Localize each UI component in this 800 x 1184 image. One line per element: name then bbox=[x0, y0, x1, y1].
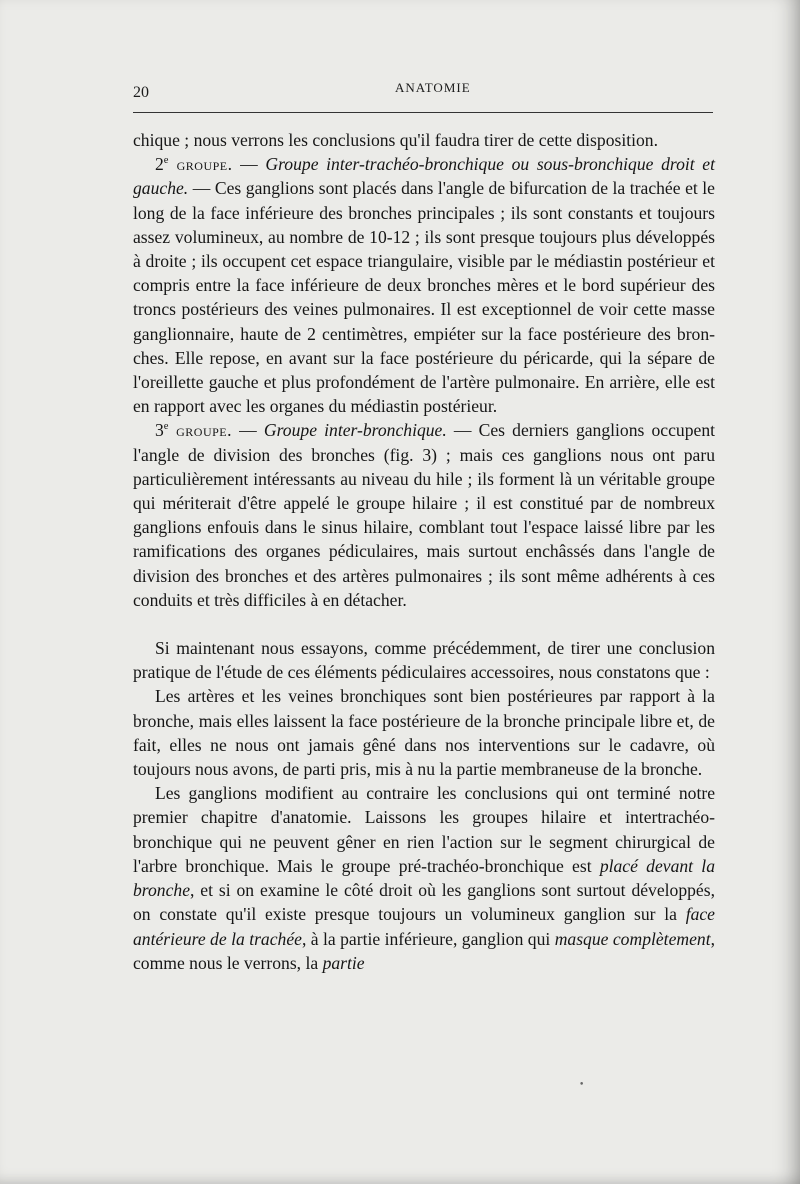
text-segment: — bbox=[232, 154, 266, 175]
superscript: e bbox=[163, 155, 169, 167]
text-segment: , et si on examine le côté droit où les ganglions sont surtout développés, on constate qu'il existe presque toujours un volumineux ganglion sur la bbox=[133, 880, 715, 925]
text-segment: Les ganglions modifient au contraire les conclusions qui ont terminé notre premier chapitre d'anatomie. Laissons les groupes hilaire et intertrachéo-bronchique qui ne peuvent gêner en rien l'action sur le segment chirurgical de l'arbre bronchique. Mais le groupe pré-trachéo-bronchique est bbox=[133, 783, 715, 876]
italic-text: face antérieure de la trachée bbox=[133, 904, 715, 949]
text-segment: chique ; nous verrons les conclusions qu'il faudra tirer de cette disposition. bbox=[133, 130, 658, 150]
paragraph bbox=[133, 636, 715, 684]
text-segment: 2 bbox=[155, 154, 164, 175]
page-header bbox=[133, 78, 713, 100]
text-segment: — bbox=[232, 420, 264, 441]
small-caps-label: groupe. bbox=[168, 420, 233, 441]
italic-text: Groupe inter-bronchique. bbox=[263, 420, 447, 441]
text-segment: — Ces ganglions sont placés dans l'angle de bifurcation de la trachée et le long de la face inférieure des bronches principales ; ils sont constants et toujours assez volumineux, au nombre de 10-12 ; ils sont presque toujours plus développés à droite ; ils occupent cet espace triangulaire, visible par le médiastin postérieur et compris entre la face inférieure de deux bronches mères et le bord supérieur des troncs postérieurs des veines pulmonaires. Il est exceptionnel de voir cette masse ganglionnaire, haute de 2 centimètres, empiéter sur la face postérieure des bronches. Elle repose, en avant sur la face postérieure du péricarde, qui la sépare de l'oreillette gauche et plus profondément de l'artère pulmonaire. En arrière, elle est en rapport avec les organes du médiastin postérieur. bbox=[133, 178, 715, 417]
text-segment: Les artères et les veines bronchiques sont bien postérieures par rapport à la bronche, mais elles laissent la face postérieure de la bronche principale libre et, de fait, elles ne nous ont jamais gêné dans nos interventions sur le cadavre, où toujours nous avons, de parti pris, mis à nu la partie membraneuse de la bronche. bbox=[133, 686, 715, 780]
superscript: e bbox=[163, 421, 169, 433]
italic-text: placé devant la bronche bbox=[133, 855, 715, 901]
text-segment: , comme nous le verrons, la bbox=[133, 928, 715, 973]
text-segment: , à la partie inférieure, ganglion qui bbox=[301, 928, 555, 949]
paragraph bbox=[133, 152, 715, 418]
text-segment: Si maintenant nous essayons, comme précédemment, de tirer une conclusion pratique de l'étude de ces éléments pédiculaires accessoires, nous constatons que : bbox=[133, 638, 715, 683]
body-text bbox=[133, 128, 715, 975]
paragraph bbox=[133, 418, 715, 612]
print-mark: • bbox=[579, 1080, 585, 1090]
italic-text: partie bbox=[322, 952, 365, 973]
paragraph bbox=[133, 128, 715, 152]
italic-text: Groupe inter-trachéo-bronchique ou sous-bronchique droit et gauche. bbox=[133, 154, 715, 199]
paragraph bbox=[133, 781, 715, 975]
small-caps-label: groupe. bbox=[168, 154, 233, 175]
text-segment: — Ces derniers ganglions occupent l'angle de division des bronches (fig. 3) ; mais ces ganglions nous ont paru particulièrement intéressants au niveau du hile ; ils forment là un véritable groupe qui mériterait d'être appelé le groupe hilaire ; il est constitué par de nombreux ganglions enfouis dans le sinus hilaire, comblant tout l'espace laissé libre par les ramifications des organes pédiculaires, mais surtout enchâssés dans l'angle de division des bronches et des artères pulmonaires ; ils sont même adhérents à ces conduits et très difficiles à en détacher. bbox=[133, 420, 716, 610]
header-rule bbox=[133, 112, 713, 113]
italic-text: masque complètement bbox=[554, 928, 711, 949]
text-segment: 3 bbox=[155, 420, 164, 441]
paragraph bbox=[133, 684, 715, 781]
running-title: ANATOMIE bbox=[395, 80, 471, 95]
page-number: 20 bbox=[133, 84, 149, 101]
